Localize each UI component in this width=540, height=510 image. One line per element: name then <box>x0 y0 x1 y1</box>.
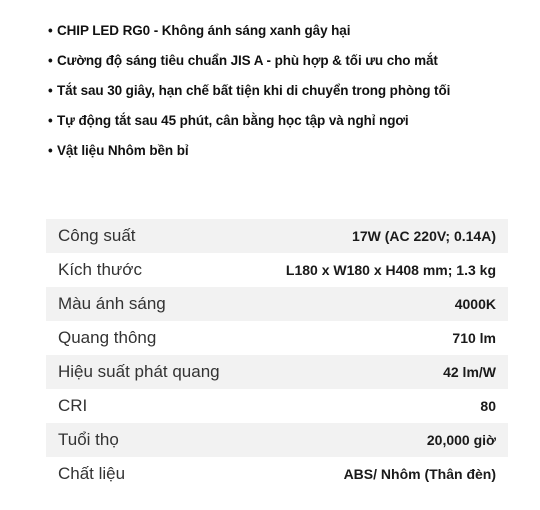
spec-label: Hiệu suất phát quang <box>58 362 220 381</box>
spec-value: 80 <box>480 398 496 414</box>
spec-row-lifespan <box>46 423 508 457</box>
spec-label: CRI <box>58 396 88 415</box>
bullet: • <box>48 143 53 158</box>
feature-text: Tắt sau 30 giây, hạn chế bất tiện khi di chuyển trong phòng tối <box>57 83 451 98</box>
feature-text: CHIP LED RG0 - Không ánh sáng xanh gây hại <box>57 23 351 38</box>
spec-value: L180 x W180 x H408 mm; 1.3 kg <box>285 262 496 278</box>
feature-text: Tự động tắt sau 45 phút, cân bằng học tập và nghỉ ngơi <box>57 113 409 128</box>
feature-item <box>48 80 450 110</box>
spec-table <box>46 219 508 491</box>
feature-item <box>48 20 450 50</box>
bullet: • <box>48 23 53 38</box>
spec-label: Tuổi thọ <box>58 430 119 449</box>
spec-label: Chất liệu <box>58 464 126 483</box>
spec-label: Màu ánh sáng <box>58 294 166 313</box>
bullet: • <box>48 53 53 68</box>
feature-text: Vật liệu Nhôm bền bỉ <box>57 143 189 158</box>
feature-item <box>48 140 450 170</box>
spec-value: 17W (AC 220V; 0.14A) <box>352 228 496 244</box>
bullet: • <box>48 83 53 98</box>
spec-value: 20,000 giờ <box>426 432 496 448</box>
spec-label: Quang thông <box>58 328 157 347</box>
feature-text: Cường độ sáng tiêu chuẩn JIS A - phù hợp & tối ưu cho mắt <box>57 53 438 68</box>
feature-item <box>48 50 450 80</box>
feature-list <box>48 20 450 170</box>
spec-row-light-color <box>46 287 508 321</box>
spec-row-luminous-flux <box>46 321 508 355</box>
spec-value: 42 lm/W <box>443 364 496 380</box>
bullet: • <box>48 113 53 128</box>
spec-row-material <box>46 457 508 491</box>
spec-label: Kích thước <box>58 260 142 279</box>
spec-row-power <box>46 219 508 253</box>
spec-row-cri <box>46 389 508 423</box>
spec-value: 710 lm <box>452 330 496 346</box>
spec-row-dimensions <box>46 253 508 287</box>
feature-item <box>48 110 450 140</box>
spec-value: ABS/ Nhôm (Thân đèn) <box>343 466 496 482</box>
spec-value: 4000K <box>454 296 496 312</box>
spec-label: Công suất <box>58 226 136 245</box>
spec-row-efficacy <box>46 355 508 389</box>
